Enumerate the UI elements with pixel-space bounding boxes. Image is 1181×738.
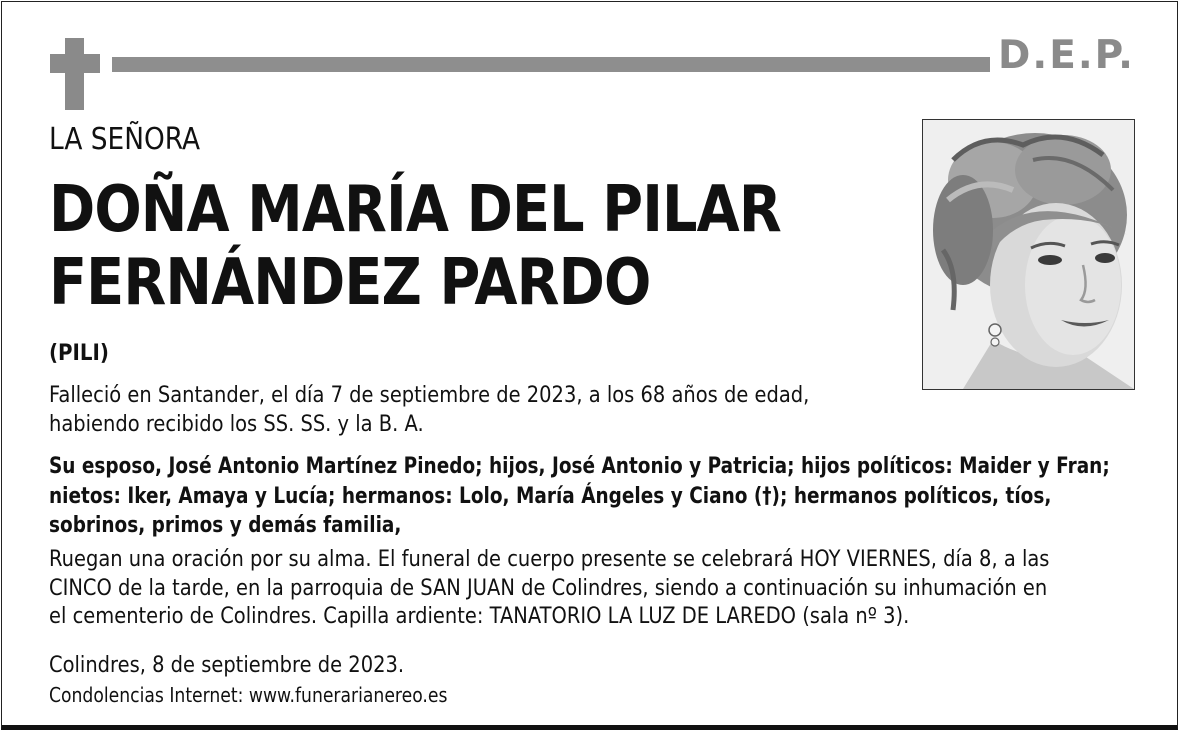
family-paragraph: [49, 452, 1110, 541]
funeral-line-1: Ruegan una oración por su alma. El funeral de cuerpo presente se celebrará HOY VIERNES, día 8, a las: [49, 547, 1050, 572]
obituary-notice: [1, 1, 1178, 730]
place-date: Colindres, 8 de septiembre de 2023.: [49, 653, 405, 678]
family-line-1: Su esposo, José Antonio Martínez Pinedo; hijos, José Antonio y Patricia; hijos políticos: Maider y Fran;: [49, 454, 1110, 479]
funeral-paragraph: [49, 546, 1049, 632]
death-line-1: Falleció en Santander, el día 7 de septiembre de 2023, a los 68 años de edad,: [49, 383, 810, 408]
header-rule: [112, 57, 990, 72]
nickname: (PILI): [49, 341, 109, 366]
deceased-name: [49, 174, 781, 320]
condolences-line: Condolencias Internet: www.funerarianereo.es: [49, 683, 448, 707]
portrait-image: [923, 120, 1134, 389]
death-paragraph: [49, 382, 809, 439]
funeral-line-3: el cementerio de Colindres. Capilla ardiente: TANATORIO LA LUZ DE LAREDO (sala nº 3).: [49, 604, 910, 629]
deceased-name-line-1: DOÑA MARÍA DEL PILAR: [49, 173, 781, 247]
cross-horizontal-bar: [50, 54, 100, 73]
title-prefix: LA SEÑORA: [49, 122, 201, 157]
family-line-2: nietos: Iker, Amaya y Lucía; hermanos: Lolo, María Ángeles y Ciano (†); hermanos políticos, tíos,: [49, 483, 1052, 509]
deceased-name-line-2: FERNÁNDEZ PARDO: [49, 246, 651, 320]
family-line-3: sobrinos, primos y demás familia,: [49, 513, 402, 538]
portrait-photo: [922, 119, 1135, 390]
cross-vertical-bar: [65, 38, 84, 110]
funeral-line-2: CINCO de la tarde, en la parroquia de SAN JUAN de Colindres, siendo a continuación su inhumación en: [49, 575, 1048, 601]
dep-label: D.E.P.: [998, 33, 1135, 78]
death-line-2: habiendo recibido los SS. SS. y la B. A.: [49, 411, 424, 437]
